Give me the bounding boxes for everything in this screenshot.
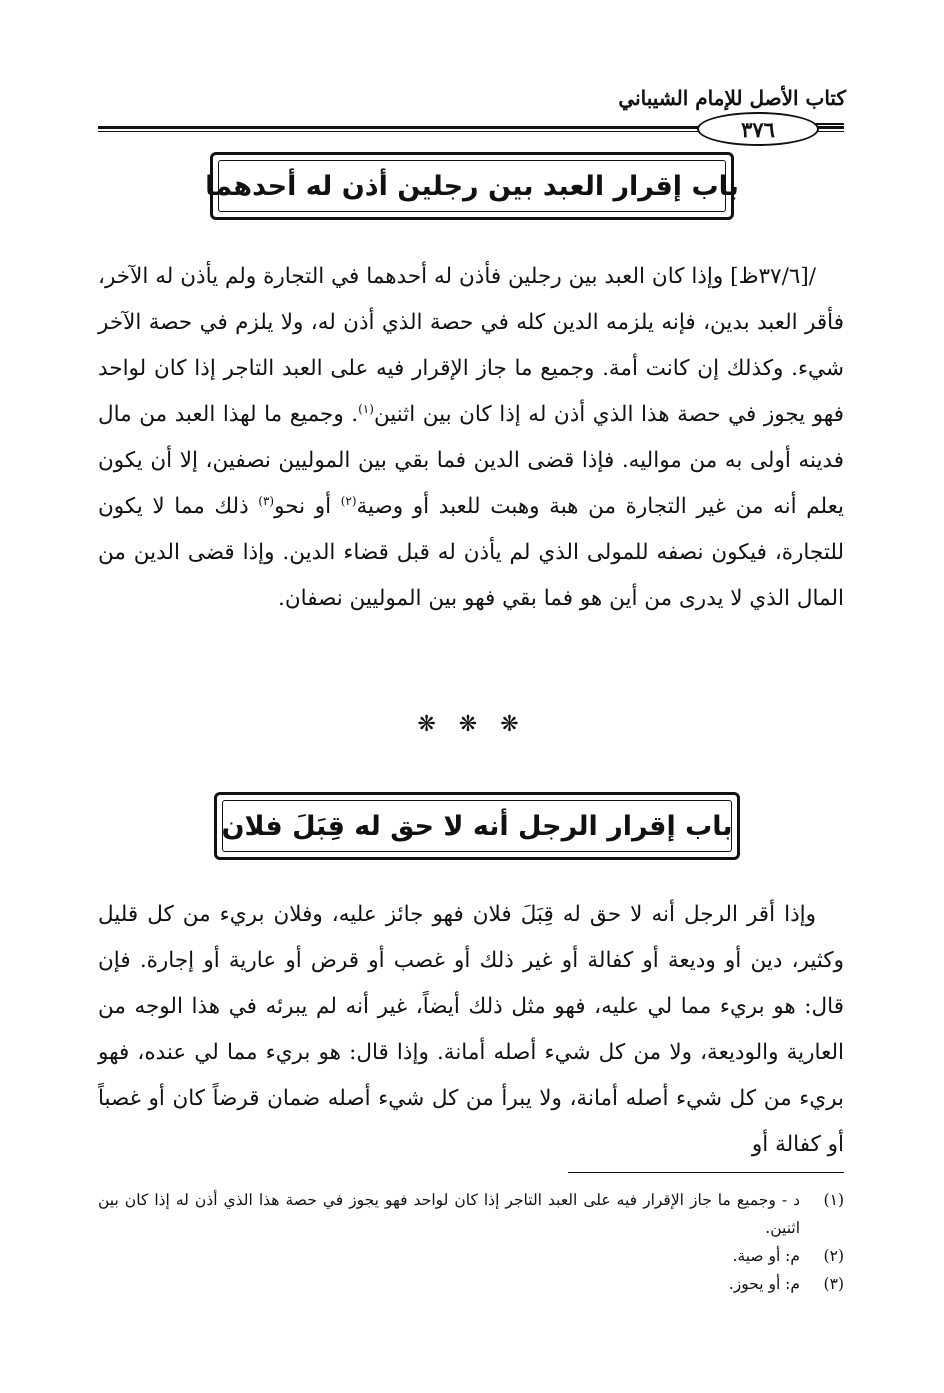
footnote-number: (١) — [823, 1191, 844, 1209]
footnote-text: م: أو صية. — [732, 1247, 800, 1265]
footnote-item — [98, 1270, 844, 1298]
footnote-reference[interactable]: (٣) — [258, 493, 275, 508]
chapter-heading-box — [205, 152, 739, 220]
paragraph: وإذا أقر الرجل أنه لا حق له قِبَلَ فلان فهو جائز عليه، وفلان بريء من كل قليل وكثير، دين أو وديعة أو كفالة أو غير ذلك أو غصب أو قرض أو عارية أو إجارة. فإن قال: هو بريء مما لي عليه، فهو مثل ذلك أيضاً، غير أنه لم يبرئه في هذا الوجه من العارية والوديعة، ولا من كل شيء أصله أمانة. وإذا قال: هو بريء مما لي عنده، فهو بريء من كل شيء أصله أمانة، ولا يبرأ من كل شيء أصله ضمان قرضاً كان أو غصباً أو كفالة أو — [98, 902, 844, 1157]
footnotes-list — [98, 1186, 844, 1298]
page-number-badge — [697, 112, 819, 146]
chapter-heading-box — [214, 792, 740, 860]
chapter-body-text — [98, 892, 844, 1168]
footnote-item — [98, 1186, 844, 1242]
text-segment: ذلك مما لا يكون للتجارة، فيكون نصفه للمولى الذي لم يأذن له قبل قضاء الدين. وإذا قضى الدين من المال الذي لا يدرى من أين هو فما بقي فهو بين الموليين نصفان. — [98, 494, 844, 611]
footnote-text: د - وجميع ما جاز الإقرار فيه على العبد التاجر إذا كان لواحد فهو يجوز في حصة هذا الذي أذن له إذا كان بين اثنين. — [98, 1191, 800, 1237]
text-segment: أو نحو — [274, 494, 341, 519]
page-number: ٣٧٦ — [741, 116, 775, 142]
paragraph — [98, 254, 844, 622]
footnote-text: م: أو يحوز. — [728, 1275, 800, 1293]
chapter-heading: باب إقرار الرجل أنه لا حق له قِبَلَ فلان — [221, 810, 733, 842]
section-separator-ornament: ❋ ❋ ❋ — [417, 712, 527, 737]
footnote-number: (٣) — [823, 1275, 844, 1293]
footnote-number: (٢) — [823, 1247, 844, 1265]
footnote-reference[interactable]: (١) — [358, 401, 374, 416]
chapter-heading: باب إقرار العبد بين رجلين أذن له أحدهما — [205, 170, 739, 202]
text-segment: /[٣٧/٦ظ] وإذا كان العبد بين رجلين فأذن له أحدهما في التجارة ولم يأذن له الآخر، فأقر العبد بدين، فإنه يلزمه الدين كله في حصة الذي أذن له، ولا يلزم في حصة الآخر شيء. وكذلك إن كانت أمة. وجميع ما جاز الإقرار فيه على العبد التاجر إذا كان لواحد فهو يجوز في حصة هذا الذي أذن له إذا كان بين اثنين — [98, 264, 844, 427]
footnote-separator-rule — [568, 1172, 844, 1173]
footnote-reference[interactable]: (٢) — [340, 493, 357, 508]
running-header-title: كتاب الأصل للإمام الشيباني — [618, 86, 846, 110]
chapter-body-text — [98, 254, 844, 622]
page-number-ornament-line — [815, 123, 844, 125]
footnote-item — [98, 1242, 844, 1270]
text-segment: . وجميع ما لهذا العبد من مال فدينه أولى به من مواليه. فإذا قضى الدين فما بقي بين الموليين نصفين، إلا أن يكون يعلم أنه من غير التجارة من هبة وهبت للعبد أو وصية — [98, 402, 844, 519]
